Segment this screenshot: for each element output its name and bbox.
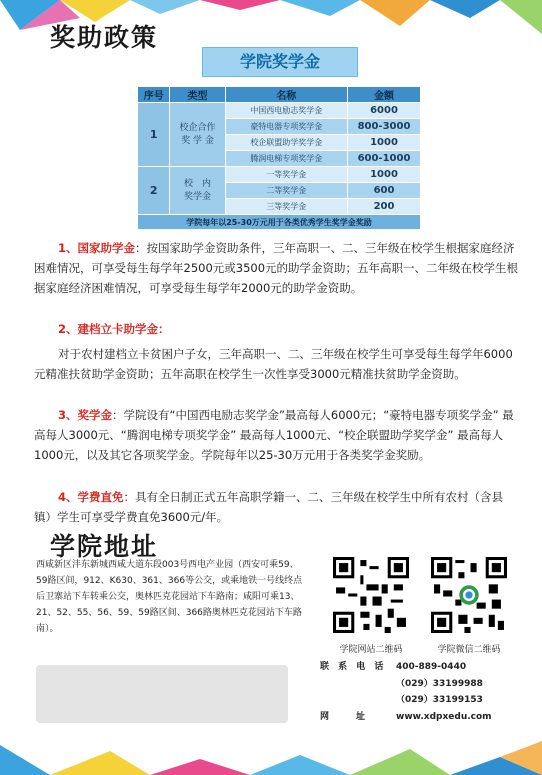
wechat-qr-label: 学院微信二维码: [437, 645, 501, 655]
group-type: 校 内 奖学金: [170, 167, 225, 215]
scholarship-banner: 学院奖学金: [202, 47, 358, 77]
section-title-address: 学院地址: [50, 532, 159, 561]
table-row: [138, 167, 421, 183]
wechat-qr-icon: [431, 557, 507, 633]
scholarship-name: 一等奖学金: [225, 167, 347, 183]
scholarship-name: 豪特电器专项奖学金: [225, 119, 347, 135]
decorative-bottom-border: [0, 735, 542, 775]
table-footer-note: 学院每年以25-30万元用于各类优秀学生奖学金奖励: [138, 215, 421, 230]
scholarship-amount: 1000: [348, 167, 421, 183]
scholarship-name: 腾润电梯专项奖学金: [225, 151, 347, 167]
scholarship-name: 校企联盟助学奖学金: [225, 135, 347, 151]
table-footer-row: [138, 215, 421, 230]
policy-scholarship: 3、奖学金：学院设有“中国西电励志奖学金”最高每人6000元；“豪特电器专项奖学金” 最高每人3000元、“腾润电梯专项奖学金” 最高每人1000元、“校企联盟助学奖学金” 最高每人1000元，以及其它各项奖学金。学院每年以25-30万元用于各类奖学金奖励。: [34, 408, 514, 462]
scholarship-table: [137, 86, 421, 230]
scholarship-amount: 600-1000: [348, 151, 421, 167]
header-amount: 金额: [348, 87, 421, 103]
policy-poverty-grant-title: 2、建档立卡助学金：: [58, 322, 170, 336]
scholarship-name: 三等奖学金: [225, 199, 347, 215]
scholarship-amount: 800-3000: [348, 119, 421, 135]
scholarship-amount: 1000: [348, 135, 421, 151]
phone-label: 联 系 电 话: [320, 662, 387, 672]
policy-tuition-waiver: 4、学费直免：具有全日制正式五年高职学籍一、二、三年级在校学生中所有农村（含县镇）学生可享受学费直免3600元/年。: [34, 490, 504, 524]
scholarship-name: 二等奖学金: [225, 183, 347, 199]
website-qr-icon: [333, 557, 409, 633]
phone-1: 400-889-0440: [396, 662, 467, 672]
scholarship-amount: 6000: [348, 103, 421, 119]
contact-web-row: [320, 709, 520, 722]
table-row: [138, 103, 421, 119]
section-title-aid-policy: 奖助政策: [50, 23, 159, 52]
scholarship-amount: 600: [348, 183, 421, 199]
table-header-row: [138, 87, 421, 103]
header-seq: 序号: [138, 87, 170, 103]
policy-poverty-grant: 对于农村建档立卡贫困户子女，三年高职一、二、三年级在校学生可享受每生每学年6000元精准扶贫助学金资助；五年高职在校学生一次性享受3000元精准扶贫助学金资助。: [34, 347, 513, 381]
college-address: 西咸新区沣东新城西咸大道东段003号西电产业园（西安可乘59、59路区间，912、K630、361、366等公交，或乘地铁一号线终点后卫寨站下车转乘公交，奥林匹克花园站下车路南；咸阳可乘13、21、52、55、56、59、59路区间、366路奥林匹克花园站下车路南）。: [36, 560, 303, 634]
group-type: 校企合作 奖 学 金: [170, 103, 225, 167]
phone-3: （029）33199153: [396, 695, 483, 705]
website-url[interactable]: www.xdpxedu.com: [396, 712, 492, 722]
phone-2: （029）33199988: [396, 679, 483, 689]
web-label: 网 址: [320, 712, 369, 722]
map-placeholder: [36, 665, 288, 723]
scholarship-amount: 200: [348, 199, 421, 215]
website-qr-label: 学院网站二维码: [339, 645, 403, 655]
contact-phone-row: [320, 659, 520, 672]
header-type: 类型: [170, 87, 225, 103]
scholarship-name: 中国西电励志奖学金: [225, 103, 347, 119]
header-name: 名称: [225, 87, 347, 103]
policy-national-grant: 1、国家助学金：按国家助学金资助条件，三年高职一、二、三年级在校学生根据家庭经济困难情况，可享受每生每学年2500元或3500元的助学金资助；五年高职一、二年级在校学生根据家庭经济困难情况，可享受每生每学年2000元的助学金资助。: [34, 241, 519, 295]
group-seq: 1: [138, 103, 170, 167]
group-seq: 2: [138, 167, 170, 215]
